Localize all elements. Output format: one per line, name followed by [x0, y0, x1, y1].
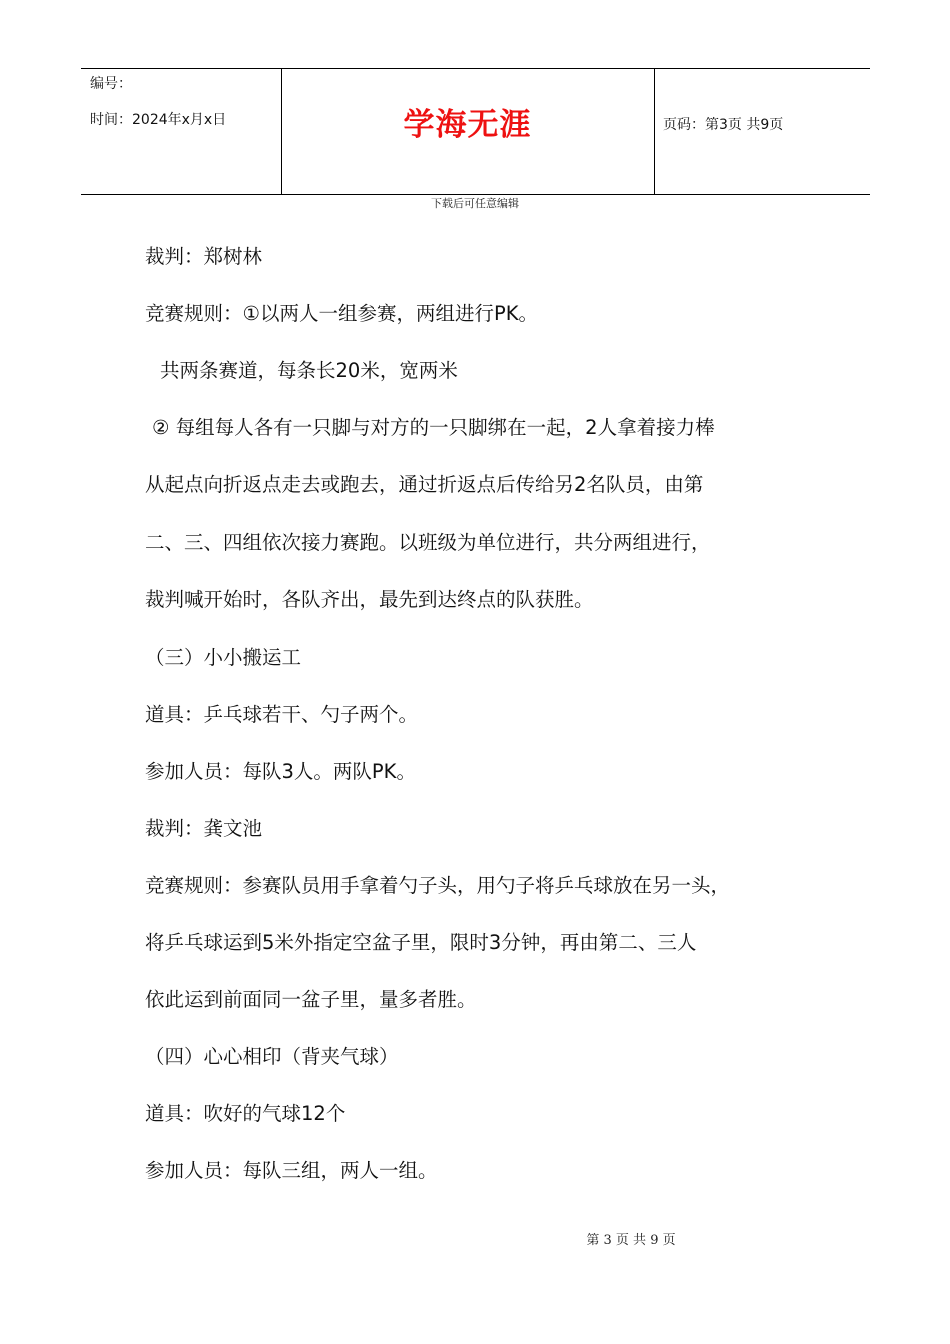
body-line: 共两条赛道，每条长20米，宽两米	[160, 359, 458, 382]
body-line: 竞赛规则：①以两人一组参赛，两组进行PK。	[145, 302, 539, 325]
body-line: 裁判：龚文池	[145, 817, 263, 840]
header-title: 学海无涯	[403, 107, 532, 143]
body-line: 依此运到前面同一盆子里，量多者胜。	[145, 988, 477, 1011]
body-line: ② 每组每人各有一只脚与对方的一只脚绑在一起，2人拿着接力棒	[152, 416, 715, 439]
edit-note: 下载后可任意编辑	[431, 197, 519, 210]
body-line: 竞赛规则：参赛队员用手拿着勺子头，用勺子将乒乓球放在另一头，	[145, 874, 731, 897]
body-line: 从起点向折返点走去或跑去，通过折返点后传给另2名队员，由第	[145, 473, 704, 496]
doc-date-label: 时间：2024年x月x日	[90, 112, 227, 128]
body-line: 二、三、四组依次接力赛跑。以班级为单位进行，共分两组进行，	[145, 531, 711, 554]
body-line: 裁判喊开始时，各队齐出，最先到达终点的队获胜。	[145, 588, 594, 611]
body-line: 裁判：郑树林	[145, 245, 263, 268]
document-header	[81, 68, 870, 195]
body-line: 参加人员：每队3人。两队PK。	[145, 760, 416, 783]
page-number-label: 页码：第3页 共9页	[663, 117, 784, 133]
section-heading: （三）小小搬运工	[145, 646, 302, 669]
body-line: 道具：乒乓球若干、勺子两个。	[145, 703, 419, 726]
page-footer: 第 3 页 共 9 页	[586, 1233, 676, 1248]
body-line: 参加人员：每队三组，两人一组。	[145, 1159, 438, 1182]
section-heading: （四）心心相印（背夹气球）	[145, 1045, 399, 1068]
body-line: 将乒乓球运到5米外指定空盆子里，限时3分钟，再由第二、三人	[145, 931, 697, 954]
doc-number-label: 编号：	[90, 76, 132, 92]
body-line: 道具：吹好的气球12个	[145, 1102, 346, 1125]
header-divider	[654, 69, 655, 194]
